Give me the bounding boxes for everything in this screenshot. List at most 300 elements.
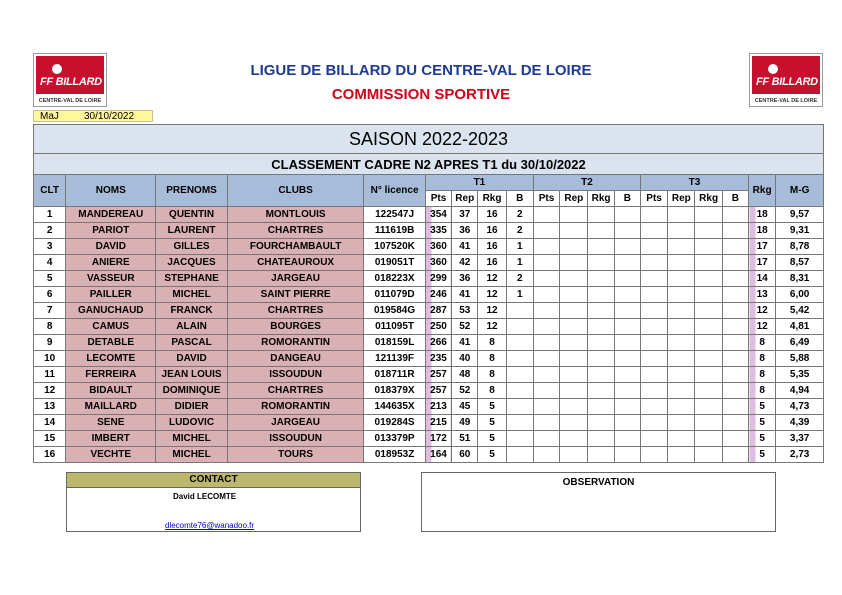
- cell-pts: 213: [425, 399, 451, 415]
- cell-nom: LECOMTE: [66, 351, 156, 367]
- cell-licence: 013379P: [364, 431, 426, 447]
- cell-rkg: 8: [749, 383, 776, 399]
- cell-empty: [668, 319, 695, 335]
- cell-prenom: STEPHANE: [156, 271, 228, 287]
- cell-empty: [722, 319, 748, 335]
- cell-prenom: GILLES: [156, 239, 228, 255]
- cell-clt: 6: [34, 287, 66, 303]
- cell-rep: 40: [452, 351, 478, 367]
- cell-empty: [722, 383, 748, 399]
- cell-rk: 12: [478, 319, 506, 335]
- cell-mg: 4,39: [776, 415, 824, 431]
- cell-club: ISSOUDUN: [227, 367, 363, 383]
- cell-rkg: 17: [749, 239, 776, 255]
- cell-nom: VASSEUR: [66, 271, 156, 287]
- cell-licence: 019584G: [364, 303, 426, 319]
- cell-mg: 4,73: [776, 399, 824, 415]
- cell-licence: 107520K: [364, 239, 426, 255]
- cell-empty: [533, 303, 559, 319]
- cell-prenom: DAVID: [156, 351, 228, 367]
- cell-nom: PARIOT: [66, 223, 156, 239]
- cell-empty: [695, 303, 722, 319]
- cell-empty: [614, 271, 640, 287]
- cell-empty: [722, 399, 748, 415]
- sub-pts: Pts: [533, 191, 559, 207]
- cell-clt: 9: [34, 335, 66, 351]
- cell-rk: 5: [478, 415, 506, 431]
- cell-licence: 144635X: [364, 399, 426, 415]
- cell-empty: [614, 415, 640, 431]
- cell-pts: 235: [425, 351, 451, 367]
- cell-nom: IMBERT: [66, 431, 156, 447]
- cell-nom: GANUCHAUD: [66, 303, 156, 319]
- table-row: [34, 319, 824, 335]
- cell-rep: 53: [452, 303, 478, 319]
- cell-empty: [614, 383, 640, 399]
- table-row: [34, 223, 824, 239]
- cell-empty: [560, 207, 588, 223]
- cell-empty: [533, 287, 559, 303]
- cell-pts: 299: [425, 271, 451, 287]
- cell-empty: [640, 319, 667, 335]
- cell-rep: 41: [452, 287, 478, 303]
- cell-empty: [722, 223, 748, 239]
- cell-licence: 018223X: [364, 271, 426, 287]
- cell-b: [506, 447, 533, 463]
- col-noms: NOMS: [66, 175, 156, 207]
- cell-empty: [695, 383, 722, 399]
- ff-billard-logo-left: FF BILLARD CENTRE-VAL DE LOIRE: [33, 53, 107, 107]
- cell-empty: [560, 447, 588, 463]
- cell-empty: [640, 335, 667, 351]
- cell-nom: MAILLARD: [66, 399, 156, 415]
- cell-empty: [533, 223, 559, 239]
- league-title: LIGUE DE BILLARD DU CENTRE-VAL DE LOIRE: [250, 62, 592, 79]
- cell-mg: 2,73: [776, 447, 824, 463]
- cell-empty: [614, 287, 640, 303]
- sub-rep: Rep: [452, 191, 478, 207]
- cell-b: [506, 303, 533, 319]
- table-row: [34, 447, 824, 463]
- cell-empty: [722, 335, 748, 351]
- ranking-table: [33, 124, 824, 463]
- cell-club: MONTLOUIS: [227, 207, 363, 223]
- cell-clt: 1: [34, 207, 66, 223]
- cell-b: 1: [506, 239, 533, 255]
- cell-empty: [695, 207, 722, 223]
- cell-empty: [668, 383, 695, 399]
- cell-rk: 12: [478, 287, 506, 303]
- cell-mg: 6,49: [776, 335, 824, 351]
- cell-nom: SENE: [66, 415, 156, 431]
- cell-prenom: JEAN LOUIS: [156, 367, 228, 383]
- cell-rk: 16: [478, 239, 506, 255]
- cell-empty: [588, 255, 614, 271]
- cell-empty: [560, 303, 588, 319]
- sub-rkg: Rkg: [588, 191, 614, 207]
- sub-rep: Rep: [560, 191, 588, 207]
- cell-empty: [722, 415, 748, 431]
- col-clt: CLT: [34, 175, 66, 207]
- cell-club: TOURS: [227, 447, 363, 463]
- cell-mg: 5,88: [776, 351, 824, 367]
- col-t1: T1: [425, 175, 533, 191]
- contact-email-link[interactable]: dlecomte76@wanadoo.fr: [165, 521, 255, 530]
- cell-rkg: 12: [749, 319, 776, 335]
- cell-nom: DAVID: [66, 239, 156, 255]
- cell-empty: [640, 255, 667, 271]
- cell-empty: [533, 239, 559, 255]
- cell-nom: FERREIRA: [66, 367, 156, 383]
- cell-empty: [588, 431, 614, 447]
- cell-empty: [560, 415, 588, 431]
- cell-rk: 8: [478, 367, 506, 383]
- table-row: [34, 431, 824, 447]
- cell-club: FOURCHAMBAULT: [227, 239, 363, 255]
- cell-empty: [722, 447, 748, 463]
- cell-clt: 4: [34, 255, 66, 271]
- cell-rkg: 5: [749, 431, 776, 447]
- table-row: [34, 351, 824, 367]
- cell-rep: 37: [452, 207, 478, 223]
- cell-empty: [588, 287, 614, 303]
- cell-clt: 14: [34, 415, 66, 431]
- cell-empty: [640, 271, 667, 287]
- cell-empty: [668, 303, 695, 319]
- cell-rkg: 14: [749, 271, 776, 287]
- cell-empty: [588, 399, 614, 415]
- cell-empty: [560, 271, 588, 287]
- cell-licence: 011095T: [364, 319, 426, 335]
- cell-empty: [533, 351, 559, 367]
- cell-pts: 266: [425, 335, 451, 351]
- cell-nom: VECHTE: [66, 447, 156, 463]
- cell-prenom: MICHEL: [156, 447, 228, 463]
- cell-b: [506, 415, 533, 431]
- cell-empty: [640, 303, 667, 319]
- cell-nom: ANIERE: [66, 255, 156, 271]
- cell-rep: 41: [452, 239, 478, 255]
- cell-empty: [668, 415, 695, 431]
- cell-nom: BIDAULT: [66, 383, 156, 399]
- cell-pts: 246: [425, 287, 451, 303]
- cell-empty: [560, 255, 588, 271]
- cell-prenom: QUENTIN: [156, 207, 228, 223]
- cell-rkg: 18: [749, 207, 776, 223]
- table-row: [34, 399, 824, 415]
- cell-empty: [668, 367, 695, 383]
- update-date: MaJ 30/10/2022: [33, 110, 153, 122]
- cell-empty: [533, 335, 559, 351]
- cell-empty: [722, 367, 748, 383]
- cell-empty: [695, 415, 722, 431]
- cell-pts: 354: [425, 207, 451, 223]
- cell-empty: [722, 255, 748, 271]
- cell-empty: [533, 255, 559, 271]
- sub-pts: Pts: [640, 191, 667, 207]
- cell-prenom: JACQUES: [156, 255, 228, 271]
- cell-licence: 019051T: [364, 255, 426, 271]
- sub-rep: Rep: [668, 191, 695, 207]
- cell-empty: [588, 207, 614, 223]
- observation-box: [421, 472, 776, 532]
- cell-clt: 15: [34, 431, 66, 447]
- cell-empty: [614, 239, 640, 255]
- cell-empty: [695, 335, 722, 351]
- cell-empty: [560, 319, 588, 335]
- cell-club: BOURGES: [227, 319, 363, 335]
- sub-pts: Pts: [425, 191, 451, 207]
- cell-empty: [560, 431, 588, 447]
- table-row: [34, 271, 824, 287]
- cell-empty: [668, 223, 695, 239]
- cell-rep: 42: [452, 255, 478, 271]
- cell-empty: [560, 399, 588, 415]
- cell-clt: 16: [34, 447, 66, 463]
- cell-mg: 6,00: [776, 287, 824, 303]
- cell-rk: 12: [478, 271, 506, 287]
- table-row: [34, 255, 824, 271]
- cell-mg: 9,57: [776, 207, 824, 223]
- cell-empty: [588, 239, 614, 255]
- cell-b: [506, 319, 533, 335]
- sub-b: B: [506, 191, 533, 207]
- cell-mg: 4,94: [776, 383, 824, 399]
- table-row: [34, 415, 824, 431]
- cell-empty: [640, 447, 667, 463]
- table-row: [34, 367, 824, 383]
- cell-empty: [614, 351, 640, 367]
- cell-licence: 019284S: [364, 415, 426, 431]
- cell-prenom: MICHEL: [156, 431, 228, 447]
- cell-empty: [560, 367, 588, 383]
- cell-empty: [722, 431, 748, 447]
- cell-empty: [614, 367, 640, 383]
- cell-club: ROMORANTIN: [227, 335, 363, 351]
- cell-rkg: 8: [749, 367, 776, 383]
- cell-pts: 215: [425, 415, 451, 431]
- cell-rep: 52: [452, 383, 478, 399]
- table-row: [34, 383, 824, 399]
- col-mg: M-G: [776, 175, 824, 207]
- cell-b: [506, 335, 533, 351]
- cell-mg: 4,81: [776, 319, 824, 335]
- cell-nom: MANDEREAU: [66, 207, 156, 223]
- cell-empty: [722, 207, 748, 223]
- cell-empty: [640, 415, 667, 431]
- cell-empty: [695, 447, 722, 463]
- cell-b: 1: [506, 287, 533, 303]
- cell-rkg: 8: [749, 351, 776, 367]
- cell-pts: 287: [425, 303, 451, 319]
- cell-empty: [588, 303, 614, 319]
- cell-empty: [722, 239, 748, 255]
- cell-empty: [614, 255, 640, 271]
- sub-rkg: Rkg: [695, 191, 722, 207]
- cell-rk: 8: [478, 351, 506, 367]
- cell-empty: [588, 367, 614, 383]
- col-licence: N° licence: [364, 175, 426, 207]
- cell-clt: 8: [34, 319, 66, 335]
- cell-clt: 10: [34, 351, 66, 367]
- cell-clt: 12: [34, 383, 66, 399]
- cell-pts: 164: [425, 447, 451, 463]
- table-row: [34, 335, 824, 351]
- cell-empty: [695, 399, 722, 415]
- contact-heading: CONTACT: [67, 473, 360, 488]
- cell-rk: 16: [478, 223, 506, 239]
- cell-clt: 3: [34, 239, 66, 255]
- cell-empty: [533, 399, 559, 415]
- cell-empty: [722, 351, 748, 367]
- cell-rk: 12: [478, 303, 506, 319]
- sub-b: B: [614, 191, 640, 207]
- cell-empty: [722, 271, 748, 287]
- cell-empty: [640, 399, 667, 415]
- cell-empty: [560, 239, 588, 255]
- cell-rep: 36: [452, 223, 478, 239]
- contact-name: David LECOMTE: [173, 492, 237, 501]
- cell-rep: 48: [452, 367, 478, 383]
- cell-club: ROMORANTIN: [227, 399, 363, 415]
- col-clubs: CLUBS: [227, 175, 363, 207]
- cell-empty: [560, 383, 588, 399]
- cell-b: [506, 351, 533, 367]
- col-prenoms: PRENOMS: [156, 175, 228, 207]
- col-rkg: Rkg: [749, 175, 776, 207]
- cell-empty: [588, 223, 614, 239]
- cell-rep: 49: [452, 415, 478, 431]
- cell-b: 1: [506, 255, 533, 271]
- cell-rk: 8: [478, 383, 506, 399]
- cell-licence: 018711R: [364, 367, 426, 383]
- cell-empty: [722, 287, 748, 303]
- cell-prenom: LAURENT: [156, 223, 228, 239]
- cell-club: DANGEAU: [227, 351, 363, 367]
- cell-pts: 172: [425, 431, 451, 447]
- cell-empty: [640, 239, 667, 255]
- cell-rep: 60: [452, 447, 478, 463]
- cell-nom: CAMUS: [66, 319, 156, 335]
- cell-empty: [533, 319, 559, 335]
- cell-club: JARGEAU: [227, 415, 363, 431]
- cell-empty: [614, 447, 640, 463]
- cell-club: JARGEAU: [227, 271, 363, 287]
- cell-empty: [533, 415, 559, 431]
- cell-empty: [533, 367, 559, 383]
- cell-empty: [560, 351, 588, 367]
- cell-empty: [614, 399, 640, 415]
- cell-empty: [588, 319, 614, 335]
- cell-empty: [668, 431, 695, 447]
- cell-prenom: PASCAL: [156, 335, 228, 351]
- cell-rep: 45: [452, 399, 478, 415]
- cell-club: CHATEAUROUX: [227, 255, 363, 271]
- sub-rkg: Rkg: [478, 191, 506, 207]
- cell-rk: 16: [478, 255, 506, 271]
- cell-empty: [614, 335, 640, 351]
- cell-empty: [588, 447, 614, 463]
- cell-rep: 52: [452, 319, 478, 335]
- cell-b: [506, 367, 533, 383]
- cell-empty: [640, 287, 667, 303]
- cell-empty: [640, 223, 667, 239]
- cell-empty: [533, 271, 559, 287]
- cell-rep: 36: [452, 271, 478, 287]
- table-row: [34, 303, 824, 319]
- cell-empty: [668, 335, 695, 351]
- cell-licence: 122547J: [364, 207, 426, 223]
- cell-empty: [668, 239, 695, 255]
- cell-empty: [533, 431, 559, 447]
- col-t2: T2: [533, 175, 640, 191]
- ff-billard-logo-right: FF BILLARD CENTRE-VAL DE LOIRE: [749, 53, 823, 107]
- cell-prenom: ALAIN: [156, 319, 228, 335]
- cell-empty: [614, 223, 640, 239]
- cell-empty: [695, 431, 722, 447]
- cell-rk: 16: [478, 207, 506, 223]
- cell-empty: [588, 383, 614, 399]
- cell-empty: [722, 303, 748, 319]
- cell-mg: 3,37: [776, 431, 824, 447]
- cell-pts: 360: [425, 239, 451, 255]
- cell-empty: [588, 335, 614, 351]
- cell-empty: [668, 351, 695, 367]
- cell-pts: 250: [425, 319, 451, 335]
- cell-rkg: 5: [749, 415, 776, 431]
- cell-pts: 257: [425, 383, 451, 399]
- cell-empty: [640, 367, 667, 383]
- cell-empty: [533, 207, 559, 223]
- cell-empty: [560, 335, 588, 351]
- cell-empty: [614, 207, 640, 223]
- cell-empty: [668, 447, 695, 463]
- cell-empty: [588, 415, 614, 431]
- cell-rkg: 12: [749, 303, 776, 319]
- cell-prenom: LUDOVIC: [156, 415, 228, 431]
- cell-rk: 5: [478, 431, 506, 447]
- cell-empty: [668, 287, 695, 303]
- cell-rk: 8: [478, 335, 506, 351]
- observation-heading: OBSERVATION: [562, 477, 635, 488]
- cell-empty: [533, 447, 559, 463]
- cell-empty: [695, 367, 722, 383]
- cell-b: [506, 383, 533, 399]
- cell-prenom: DOMINIQUE: [156, 383, 228, 399]
- cell-empty: [695, 287, 722, 303]
- cell-clt: 11: [34, 367, 66, 383]
- cell-empty: [668, 207, 695, 223]
- cell-clt: 13: [34, 399, 66, 415]
- cell-pts: 360: [425, 255, 451, 271]
- cell-club: CHARTRES: [227, 303, 363, 319]
- cell-rk: 5: [478, 447, 506, 463]
- cell-empty: [695, 255, 722, 271]
- table-row: [34, 239, 824, 255]
- cell-b: 2: [506, 271, 533, 287]
- cell-rkg: 13: [749, 287, 776, 303]
- cell-club: CHARTRES: [227, 383, 363, 399]
- sub-b: B: [722, 191, 748, 207]
- cell-licence: 011079D: [364, 287, 426, 303]
- cell-rkg: 5: [749, 447, 776, 463]
- cell-b: 2: [506, 223, 533, 239]
- cell-nom: DETABLE: [66, 335, 156, 351]
- cell-mg: 5,42: [776, 303, 824, 319]
- cell-rkg: 17: [749, 255, 776, 271]
- cell-b: 2: [506, 207, 533, 223]
- cell-prenom: MICHEL: [156, 287, 228, 303]
